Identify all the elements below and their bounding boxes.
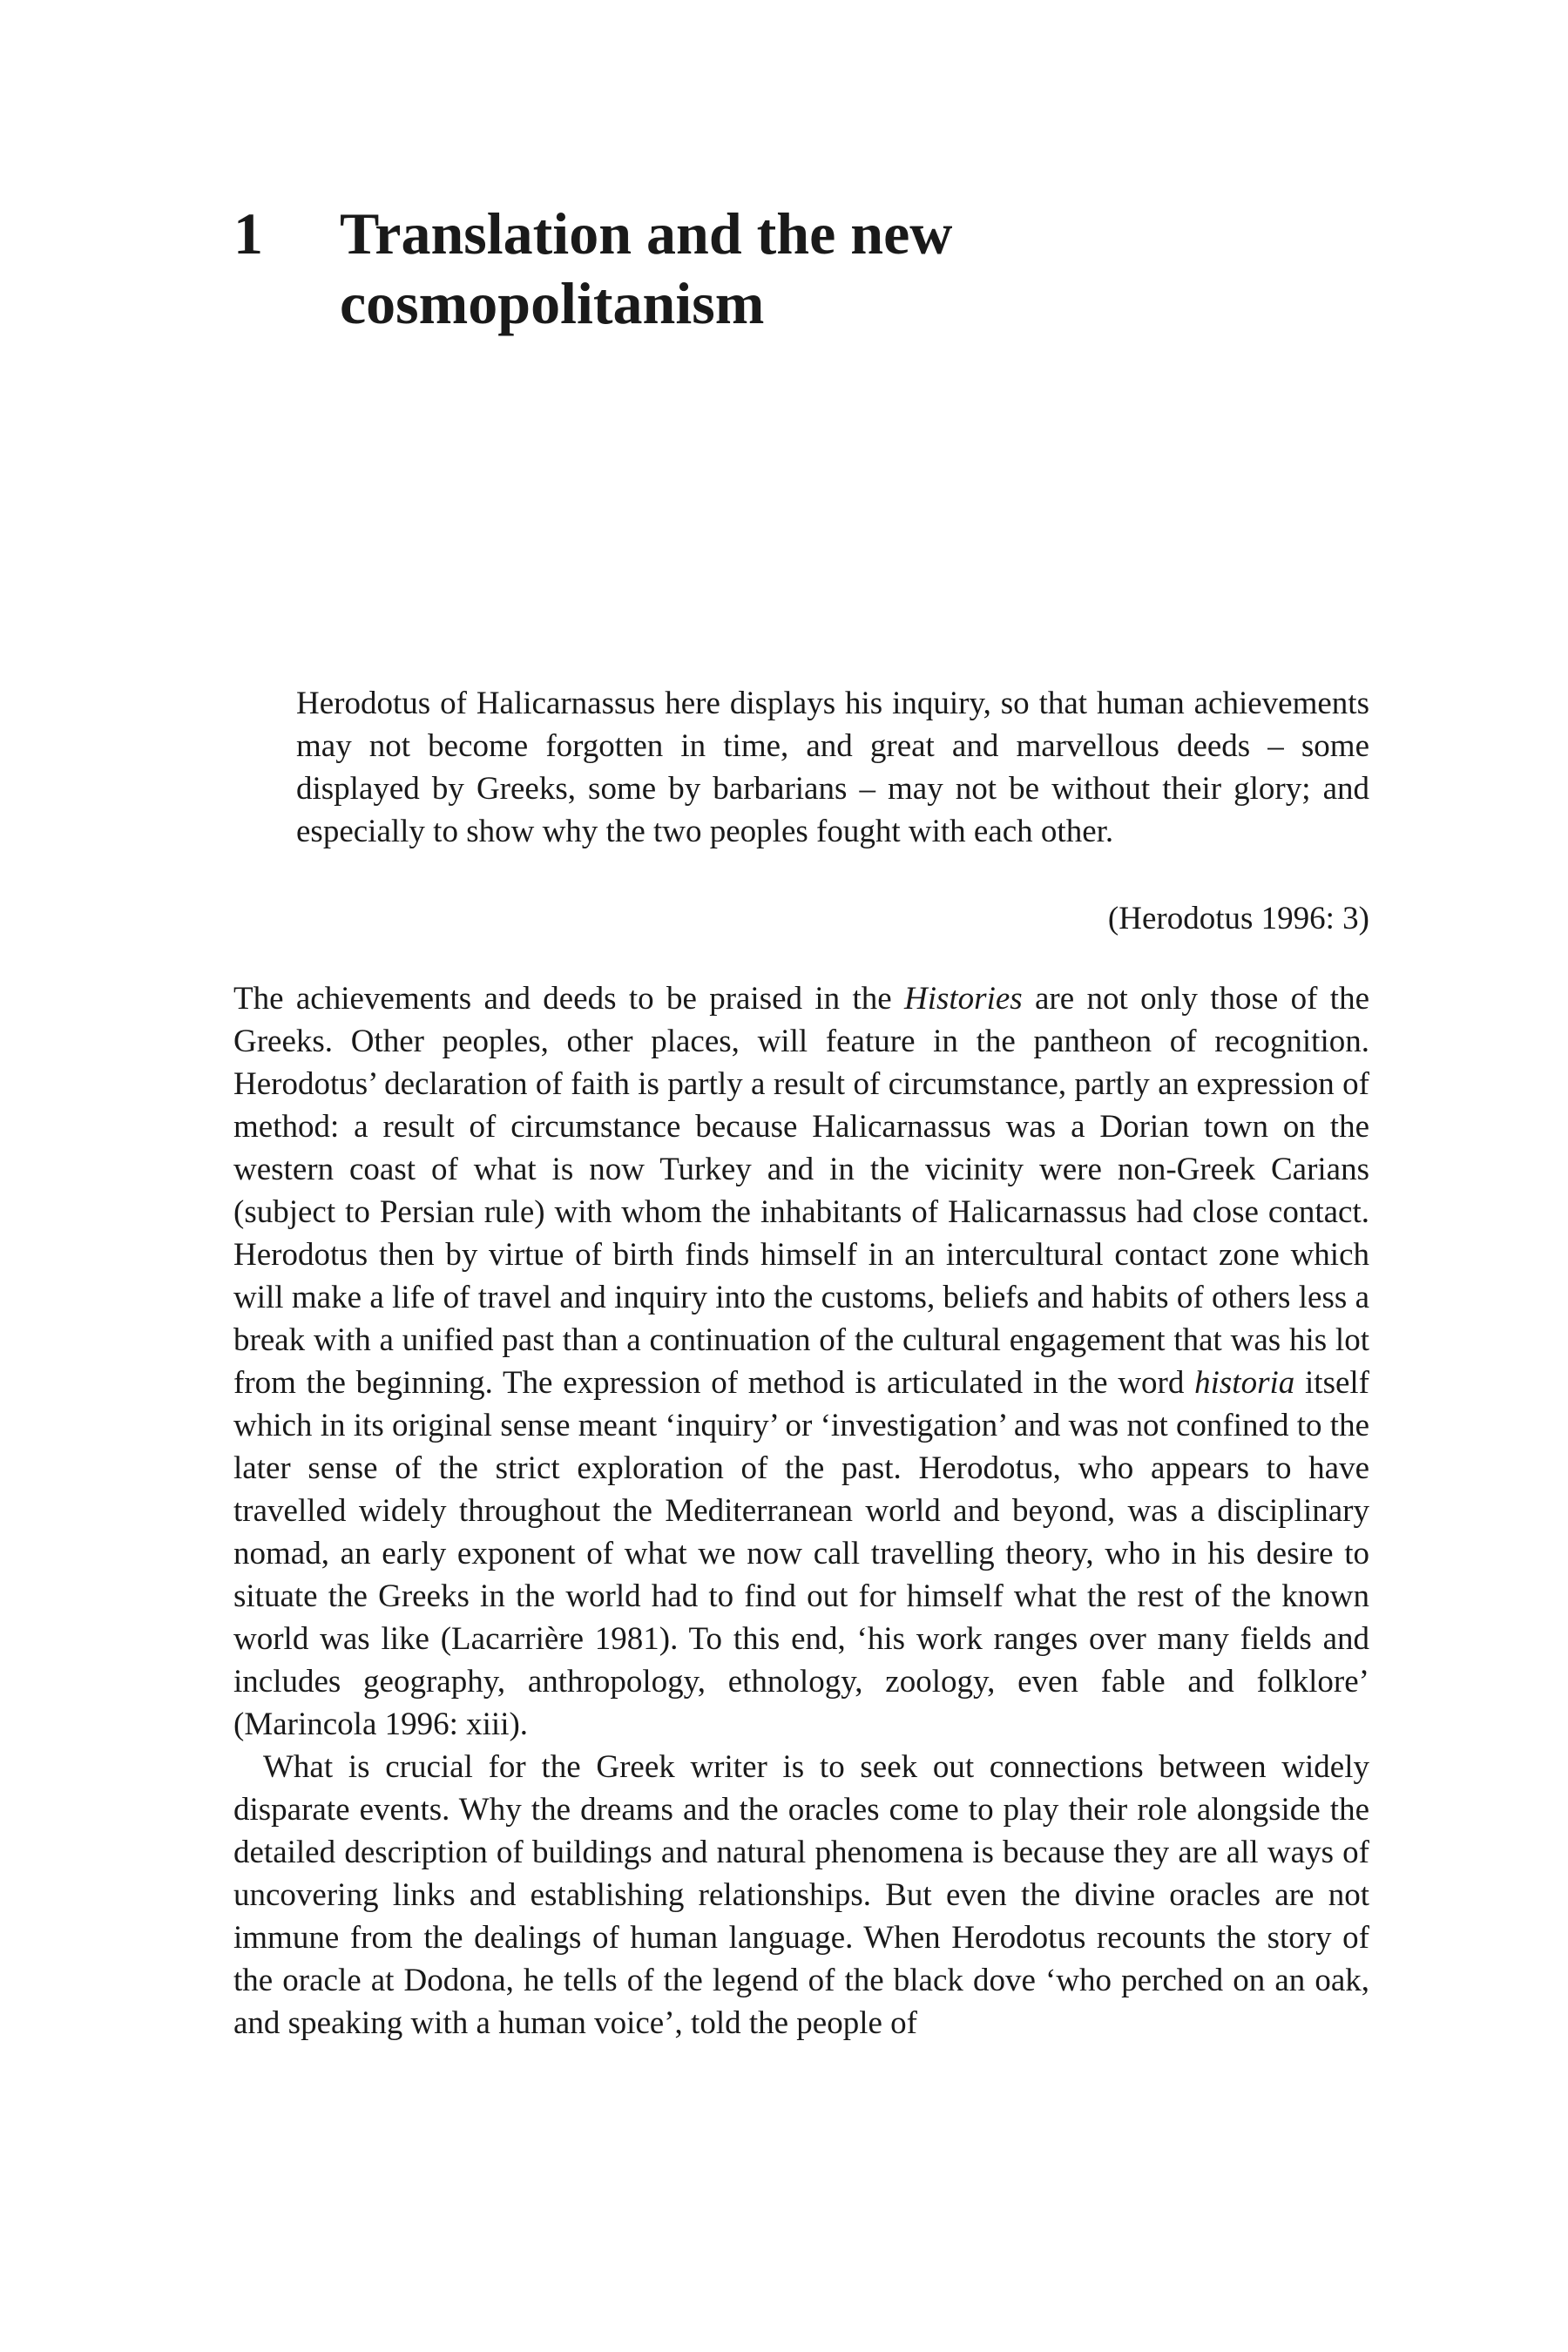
chapter-title bbox=[340, 199, 1124, 338]
paragraph-1-part-a: The achievements and deeds to be praised in the bbox=[233, 981, 904, 1017]
italic-histories: Histories bbox=[904, 981, 1023, 1017]
body-text bbox=[233, 977, 1369, 2044]
chapter-title-line-2: cosmopolitanism bbox=[340, 270, 765, 336]
paragraph-2: What is crucial for the Greek writer is to seek out connections between widely disparate events. Why the dreams and the oracles come to play their role alongside the detailed description of buildings and natural phenomena is because they are all ways of uncovering links and establishing relationships. But even the divine oracles are not immune from the dealings of human language. When Herodotus recounts the story of the oracle at Dodona, he tells of the legend of the black dove ‘who perched on an oak, and speaking with a human voice’, told the people of bbox=[233, 1749, 1369, 2041]
chapter-number: 1 bbox=[233, 200, 263, 267]
italic-historia: historia bbox=[1194, 1365, 1295, 1401]
epigraph-quote: Herodotus of Halicarnassus here displays his inquiry, so that human achievements may not become forgotten in time, and great and marvellous deeds – some displayed by Greeks, some by barbarians – may not be without their glory; and especially to show why the two peoples fought with each other. bbox=[296, 686, 1369, 849]
paragraph-1-part-b: are not only those of the Greeks. Other peoples, other places, will feature in the pantheon of recognition. Herodotus’ declaration of faith is partly a result of circumstance, partly an expression of method: a result of circumstance because Halicarnassus was a Dorian town on the western coast of what is now Turkey and in the vicinity were non-Greek Carians (subject to Persian rule) with whom the inhabitants of Halicarnassus had close contact. Herodotus then by virtue of birth finds himself in an intercultural contact zone which will make a life of travel and inquiry into the customs, beliefs and habits of others less a break with a unified past than a continuation of the cultural engagement that was his lot from the beginning. The expression of method is articulated in the word bbox=[233, 981, 1369, 1401]
chapter-title-line-1: Translation and the new bbox=[340, 200, 953, 267]
paragraph-1 bbox=[233, 977, 1369, 1746]
chapter-heading bbox=[233, 199, 1366, 338]
epigraph-citation: (Herodotus 1996: 3) bbox=[1107, 901, 1369, 936]
paragraph-1-part-c: itself which in its original sense meant ‘inquiry’ or ‘investigation’ and was not confined to the later sense of the strict exploration of the past. Herodotus, who appears to have travelled widely throughout the Mediterranean world and beyond, was a disciplinary nomad, an early exponent of what we now call travelling theory, who in his desire to situate the Greeks in the world had to find out for himself what the rest of the known world was like (Lacarrière 1981). To this end, ‘his work ranges over many fields and includes geography, anthropology, ethnology, zoology, even fable and folklore’ (Marincola 1996: xiii). bbox=[233, 1365, 1370, 1742]
